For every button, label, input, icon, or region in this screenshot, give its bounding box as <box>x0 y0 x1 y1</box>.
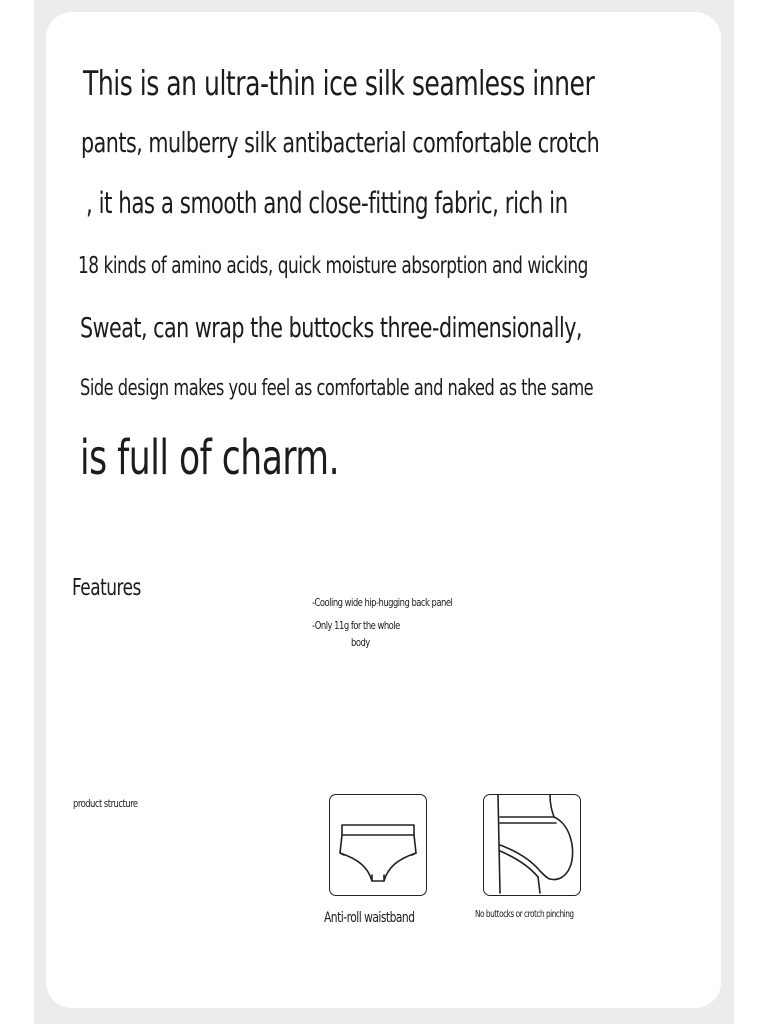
product-description-card <box>46 12 721 1008</box>
product-structure-heading: product structure <box>73 797 138 810</box>
left-margin-strip <box>0 0 34 1024</box>
right-margin-strip <box>734 0 768 1024</box>
anti-roll-waistband-caption: Anti-roll waistband <box>324 910 415 926</box>
description-line-4: 18 kinds of amino acids, quick moisture absorption and wicking <box>78 253 588 279</box>
description-line-6: Side design makes you feel as comfortable and naked as the same <box>80 376 594 401</box>
feature-item-weight: -Only 11g for the whole <box>312 619 400 632</box>
features-heading: Features <box>72 575 141 601</box>
no-pinching-caption: No buttocks or crotch pinching <box>475 909 574 920</box>
feature-item-weight-cont: body <box>351 636 370 649</box>
description-line-7: is full of charm. <box>80 430 340 486</box>
briefs-side-icon <box>483 794 581 896</box>
description-line-3: , it has a smooth and close-fitting fabric, rich in <box>86 186 568 220</box>
feature-item-cooling: -Cooling wide hip-hugging back panel <box>312 596 453 609</box>
description-line-2: pants, mulberry silk antibacterial comfortable crotch <box>81 126 600 159</box>
briefs-front-icon <box>329 794 427 896</box>
description-line-1: This is an ultra-thin ice silk seamless inner <box>83 64 595 104</box>
description-line-5: Sweat, can wrap the buttocks three-dimensionally, <box>80 311 582 344</box>
